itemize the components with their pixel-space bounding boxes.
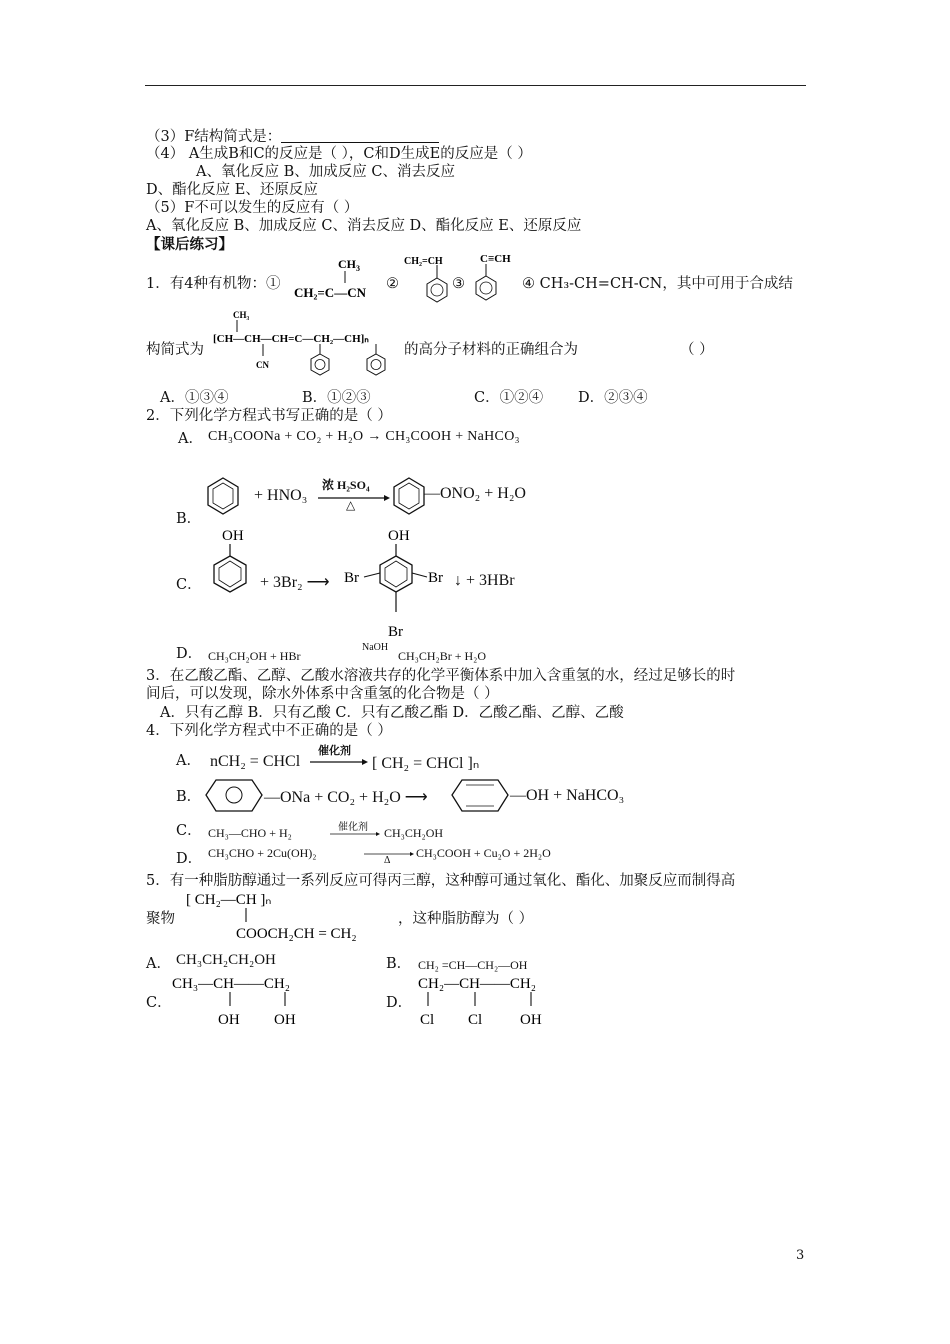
q2-option-d-products: CH₃CH₂Br + H₂O [398,649,486,663]
svg-text:OH: OH [274,1012,296,1028]
svg-text:OH: OH [222,528,244,544]
tribromophenol-structure [340,526,450,642]
svg-text:3: 3 [356,264,360,273]
q1-option-a[interactable]: A．①③④ [160,390,229,406]
q2-option-b-label[interactable]: B． [176,511,202,527]
q2-option-b-condition: 浓 H₂SO₄ [322,478,370,492]
q5-stem-line1: 5．有一种脂肪醇通过一系列反应可得丙三醇，这种醇可通过氧化、酯化、加聚反应而制得高 [146,873,736,889]
q2-option-b-reactant: + HNO₃ [254,487,308,504]
q-prev-line4-options-a: A、氧化反应 B、加成反应 C、消去反应 [196,164,455,180]
q4-option-d-condition: Δ [384,855,391,866]
header-rule [145,85,806,86]
svg-text:CH₂=C—CN: CH₂=C—CN [294,285,366,300]
q5-stem-tail: ，这种脂肪醇为（ ） [398,911,534,927]
q4-option-b-reactants: —ONa + CO₂ + H₂O ⟶ [264,789,428,806]
svg-text:CH: CH [338,257,356,271]
q1-number-2: ② [386,276,399,292]
q5-option-a-label[interactable]: A． [146,956,171,972]
q4-option-c-label[interactable]: C． [176,823,202,839]
q1-option-d[interactable]: D．②③④ [578,390,648,406]
q5-option-c-structure [172,970,312,1030]
benzene-ring-icon [206,476,240,516]
q2-option-c-reactant: + 3Br₂ ⟶ [260,574,330,591]
q-prev-line3: （3）F结构简式是： [146,128,439,146]
svg-text:CH₂=CH: CH₂=CH [404,256,443,267]
q3-stem-line1: 3．在乙酸乙酯、乙醇、乙酸水溶液共存的化学平衡体系中加入含重氢的水，经过足够长的时 [146,668,736,684]
q1-stem-mid: 构简式为 [146,342,204,358]
svg-text:CH₃—CH——CH₂: CH₃—CH——CH₂ [172,976,290,992]
q-prev-line4: （4） A生成B和C的反应是（ ），C和D生成E的反应是（ ） [146,146,532,162]
q2-option-b-product: —ONO₂ + H₂O [424,485,526,502]
q1-stem-start: 1．有4种有机物：① [146,276,281,292]
q4-option-b-label[interactable]: B． [176,789,202,805]
q4-option-c-reactants: CH₃—CHO + H₂ [208,826,292,840]
q4-option-a-condition: 催化剂 [318,745,351,757]
q5-option-b-value: CH₂ =CH—CH₂—OH [418,958,528,972]
svg-text:Br: Br [344,570,359,586]
q2-option-a-equation: CH₃COONa + CO₂ + H₂O → CH₃COOH + NaHCO₃ [208,429,520,444]
svg-text:OH: OH [520,1012,542,1028]
svg-text:COOCH₂CH = CH₂: COOCH₂CH = CH₂ [236,926,357,942]
svg-text:CH₃: CH₃ [233,310,250,320]
svg-text:C≡CH: C≡CH [480,253,511,265]
q5-stem-line2: 聚物 [146,911,175,927]
q-prev-line5: （5）F不可以发生的反应有（ ） [146,200,359,216]
q3-options[interactable]: A．只有乙醇 B．只有乙酸 C．只有乙酸乙酯 D．乙酸乙酯、乙醇、乙酸 [160,705,624,721]
q5-option-c-label[interactable]: C． [146,995,172,1011]
q2-stem: 2．下列化学方程式书写正确的是（ ） [146,408,392,424]
q5-polymer-structure [186,888,392,950]
svg-text:Br: Br [428,570,443,586]
phenyl-ring-icon [452,779,512,813]
q4-option-a-reactant: nCH₂ = CHCl [210,753,301,770]
q1-stem-tail: 的高分子材料的正确组合为 [404,342,578,358]
q2-option-d-reactants: CH₃CH₂OH + HBr [208,649,301,663]
q4-stem: 4．下列化学方程式中不正确的是（ ） [146,723,392,739]
q4-option-d-label[interactable]: D． [176,851,203,867]
q2-option-a-label[interactable]: A． [178,431,203,447]
q1-stem-end: ④ CH₃-CH=CH-CN，其中可用于合成结 [522,276,793,292]
page-number: 3 [796,1248,805,1263]
phenyl-ring-icon [206,779,266,813]
q1-answer-paren[interactable]: （ ） [680,342,714,358]
q2-option-d-label[interactable]: D． [176,646,203,662]
section-title: 【课后练习】 [146,236,233,253]
q2-option-c-label[interactable]: C． [176,577,202,593]
svg-text:[ CH₂—CH ]ₙ: [ CH₂—CH ]ₙ [186,892,272,908]
q5-option-b-label[interactable]: B． [386,956,412,972]
q-prev-line4-options-b: D、酯化反应 E、还原反应 [146,182,318,198]
q4-option-a-product: [ CH₂ = CHCl ]ₙ [372,755,480,772]
svg-text:CH₂—CH——CH₂: CH₂—CH——CH₂ [418,976,536,992]
q1-structure-3 [470,250,530,304]
reaction-arrow-icon [310,758,368,766]
phenol-structure [204,526,252,604]
q5-option-d-structure [418,970,568,1030]
q5-option-a-value: CH₃CH₂CH₂OH [176,952,276,968]
q4-option-c-product: CH₃CH₂OH [384,826,444,840]
svg-text:Cl: Cl [468,1012,483,1028]
q4-option-d-products: CH₃COOH + Cu₂O + 2H₂O [416,846,551,860]
q5-option-d-label[interactable]: D． [386,995,413,1011]
svg-text:[CH—CH—CH=C—CH₂—CH]ₙ: [CH—CH—CH=C—CH₂—CH]ₙ [213,333,369,345]
svg-text:OH: OH [388,528,410,544]
q2-option-d-condition: NaOH [362,642,389,653]
svg-text:CN: CN [256,360,269,370]
q-prev-line5-options: A、氧化反应 B、加成反应 C、消去反应 D、酯化反应 E、还原反应 [146,218,582,234]
q3-stem-line2: 间后，可以发现，除水外体系中含重氢的化合物是（ ） [146,686,499,702]
answer-blank[interactable] [281,128,439,143]
q1-number-3: ③ [452,276,465,292]
q4-option-b-products: —OH + NaHCO₃ [510,787,625,804]
q4-option-a-label[interactable]: A． [176,753,201,769]
q1-structure-1 [294,254,386,302]
q1-option-b[interactable]: B．①②③ [302,390,371,406]
q4-option-d-reactants: CH₃CHO + 2Cu(OH)₂ [208,846,317,860]
svg-text:OH: OH [218,1012,240,1028]
reaction-arrow-icon [330,831,380,837]
q1-option-c[interactable]: C．①②④ [474,390,544,406]
svg-text:Cl: Cl [420,1012,435,1028]
q2-option-b-heat: △ [346,498,356,512]
q4-option-c-condition: 催化剂 [338,822,368,833]
q2-option-c-product: ↓ + 3HBr [454,572,515,589]
svg-text:Br: Br [388,624,403,640]
q1-polymer-structure [213,308,409,384]
